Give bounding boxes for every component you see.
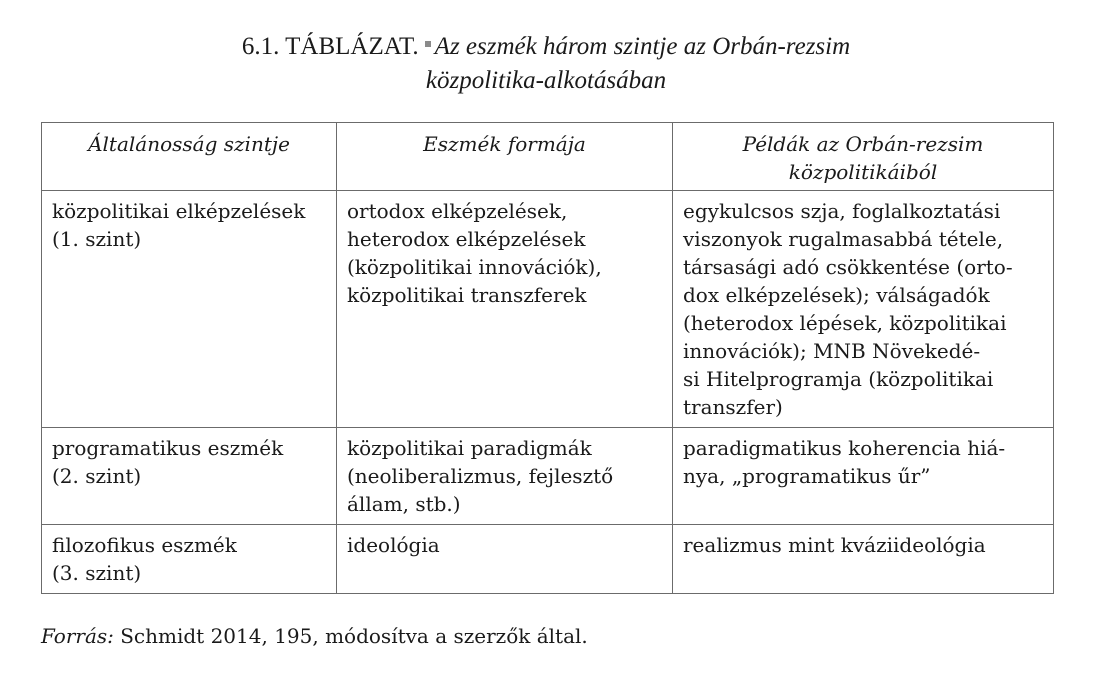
cell-form: ideológia bbox=[337, 525, 673, 594]
header-generality-level: Általánosság szintje bbox=[42, 123, 337, 191]
separator-square-icon bbox=[425, 41, 431, 47]
caption-line-1 bbox=[40, 30, 1052, 64]
cell-form: ortodox elképzelések, heterodox elképzelések (közpolitikai innovációk), közpolitikai transzferek bbox=[337, 191, 673, 428]
source-text: Schmidt 2014, 195, módosítva a szerzők által. bbox=[120, 624, 588, 648]
table-row bbox=[42, 191, 1054, 428]
table-number: 6.1. TÁBLÁZAT. bbox=[241, 33, 419, 60]
cell-level: filozofikus eszmék (3. szint) bbox=[42, 525, 337, 594]
source-label: Forrás: bbox=[41, 624, 114, 648]
header-examples: Példák az Orbán-rezsim közpolitikáiból bbox=[673, 123, 1054, 191]
table-row bbox=[42, 428, 1054, 525]
table-caption bbox=[40, 30, 1052, 98]
cell-level: programatikus eszmék (2. szint) bbox=[42, 428, 337, 525]
cell-form: közpolitikai paradigmák (neoliberalizmus, fejlesztő állam, stb.) bbox=[337, 428, 673, 525]
table-title-line-1: Az eszmék három szintje az Orbán-rezsim bbox=[434, 33, 851, 60]
cell-examples: paradigmatikus koherencia hiá- nya, „programatikus űr” bbox=[673, 428, 1054, 525]
source-note bbox=[41, 622, 588, 650]
cell-examples: realizmus mint kváziideológia bbox=[673, 525, 1054, 594]
cell-examples: egykulcsos szja, foglalkoztatási viszonyok rugalmasabbá tétele, társasági adó csökkentése (orto- dox elképzelések); válságadók (heterodox lépések, közpolitikai innovációk); MNB Növekedé- si Hitelprogramja (közpolitikai transzfer) bbox=[673, 191, 1054, 428]
cell-level: közpolitikai elképzelések (1. szint) bbox=[42, 191, 337, 428]
table-row bbox=[42, 525, 1054, 594]
ideas-levels-table bbox=[41, 122, 1054, 594]
header-row bbox=[42, 123, 1054, 191]
table-title-line-2: közpolitika-alkotásában bbox=[425, 67, 667, 94]
header-idea-form: Eszmék formája bbox=[337, 123, 673, 191]
